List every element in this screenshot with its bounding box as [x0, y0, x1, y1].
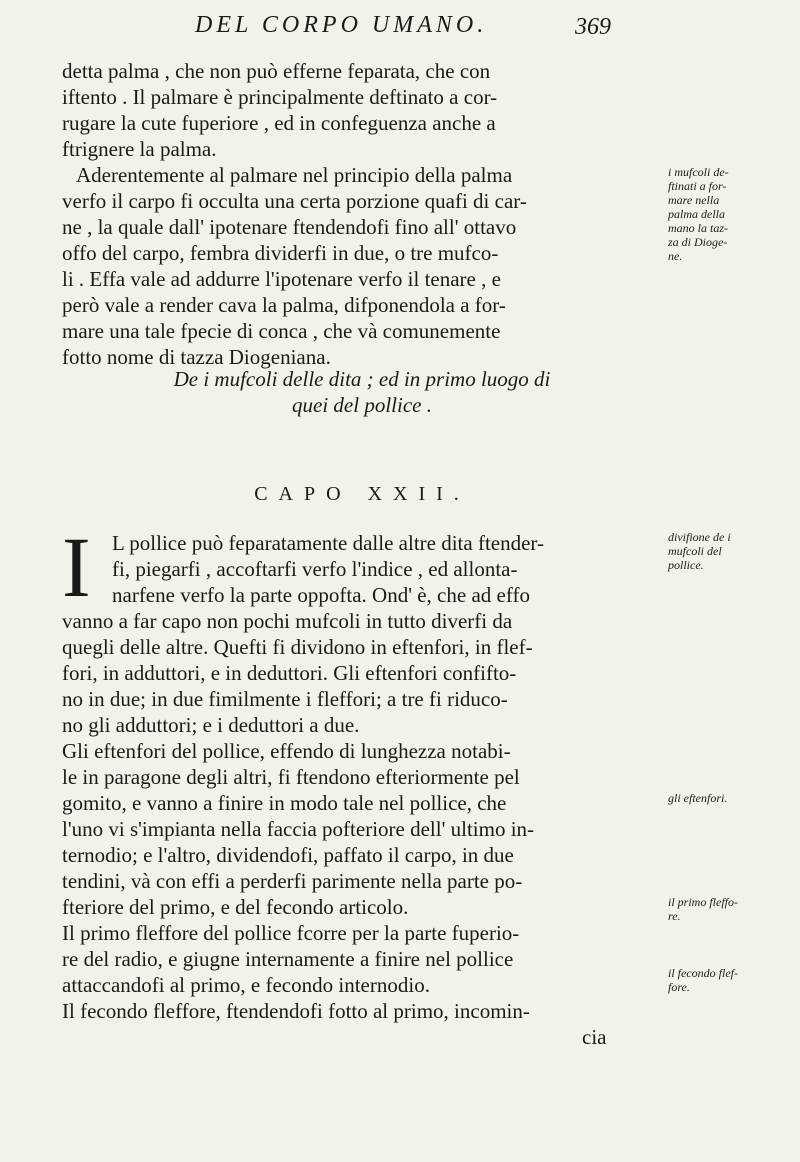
text-line: ternodio; e l'altro, dividendofi, paffato il carpo, in due	[62, 843, 514, 867]
text-line: Gli eftenfori del pollice, effendo di lunghezza notabi-	[62, 739, 511, 763]
margin-note-line: ftinati a for-	[668, 179, 727, 193]
text-line: l'uno vi s'impianta nella faccia pofteriore dell' ultimo in-	[62, 817, 535, 841]
section-heading	[62, 367, 662, 419]
text-line: verfo il carpo fi occulta una certa porzione quafi di car-	[62, 189, 527, 213]
margin-note	[668, 165, 798, 263]
margin-note-line: divifione de i	[668, 530, 731, 544]
margin-note-line: mano la taz-	[668, 221, 728, 235]
text-line: li . Effa vale ad addurre l'ipotenare verfo il tenare , e	[62, 267, 501, 291]
text-line: tendini, và con effi a perderfi parimente nella parte po-	[62, 869, 523, 893]
margin-note	[668, 966, 798, 994]
margin-note-line: palma della	[668, 207, 725, 221]
margin-note-line: re.	[668, 909, 681, 923]
margin-note	[668, 791, 798, 805]
running-title: DEL CORPO UMANO.	[195, 12, 488, 38]
chapter-label: CAPO XXII.	[254, 483, 470, 505]
text-line: quegli delle altre. Quefti fi dividono in eftenfori, in flef-	[62, 635, 533, 659]
text-line: fotto nome di tazza Diogeniana.	[62, 345, 331, 369]
text-line: offo del carpo, fembra dividerfi in due, o tre mufco-	[62, 241, 499, 265]
margin-note-line: pollice.	[668, 558, 704, 572]
margin-note-line: il fecondo flef-	[668, 966, 738, 980]
text-line: L pollice può feparatamente dalle altre dita ftender-	[112, 531, 544, 555]
margin-note-line: il primo fleffo-	[668, 895, 738, 909]
text-line: Aderentemente al palmare nel principio della palma	[76, 163, 513, 187]
margin-note-line: za di Dioge-	[668, 235, 728, 249]
section-heading-line: De i mufcoli delle dita ; ed in primo luogo di	[173, 367, 551, 391]
margin-note-line: fore.	[668, 980, 690, 994]
margin-note-line: i mufcoli de-	[668, 165, 729, 179]
text-line: Il primo fleffore del pollice fcorre per la parte fuperio-	[62, 921, 520, 945]
text-line: mare una tale fpecie di conca , che và comunemente	[62, 319, 501, 343]
margin-note-line: mare nella	[668, 193, 720, 207]
margin-note-line: gli eftenfori.	[668, 791, 728, 805]
margin-note-line: ne.	[668, 249, 683, 263]
page-number: 369	[575, 14, 611, 40]
margin-note-line: mufcoli del	[668, 544, 722, 558]
section-heading-line: quei del pollice .	[292, 393, 432, 417]
text-line: Il fecondo fleffore, ftendendofi fotto al primo, incomin-	[62, 999, 530, 1023]
text-line: rugare la cute fuperiore , ed in confeguenza anche a	[62, 111, 496, 135]
text-line: vanno a far capo non pochi mufcoli in tutto diverfi da	[62, 609, 513, 633]
text-line: fori, in adduttori, e in deduttori. Gli eftenfori confifto-	[62, 661, 517, 685]
text-line: le in paragone degli altri, fi ftendono efteriormente pel	[62, 765, 520, 789]
margin-note	[668, 895, 798, 923]
text-line: ne , la quale dall' ipotenare ftendendofi fino all' ottavo	[62, 215, 517, 239]
text-line: re del radio, e giugne internamente a finire nel pollice	[62, 947, 514, 971]
text-line: narfene verfo la parte oppofta. Ond' è, che ad effo	[112, 583, 530, 607]
text-line: gomito, e vanno a finire in modo tale nel pollice, che	[62, 791, 507, 815]
text-line: però vale a render cava la palma, difponendola a for-	[62, 293, 506, 317]
text-line: iftento . Il palmare è principalmente deftinato a cor-	[62, 85, 498, 109]
text-line: fi, piegarfi , accoftarfi verfo l'indice , ed allonta-	[112, 557, 518, 581]
drop-cap: I	[62, 519, 91, 615]
text-line: fteriore del primo, e del fecondo articolo.	[62, 895, 409, 919]
text-line: attaccandofi al primo, e fecondo internodio.	[62, 973, 430, 997]
text-line: detta palma , che non può efferne feparata, che con	[62, 59, 491, 83]
text-line: no gli adduttori; e i deduttori a due.	[62, 713, 360, 737]
margin-note	[668, 530, 798, 572]
text-line: ftrignere la palma.	[62, 137, 217, 161]
text-line: cia	[582, 1025, 607, 1049]
text-line: no in due; in due fimilmente i fleffori; a tre fi riduco-	[62, 687, 508, 711]
